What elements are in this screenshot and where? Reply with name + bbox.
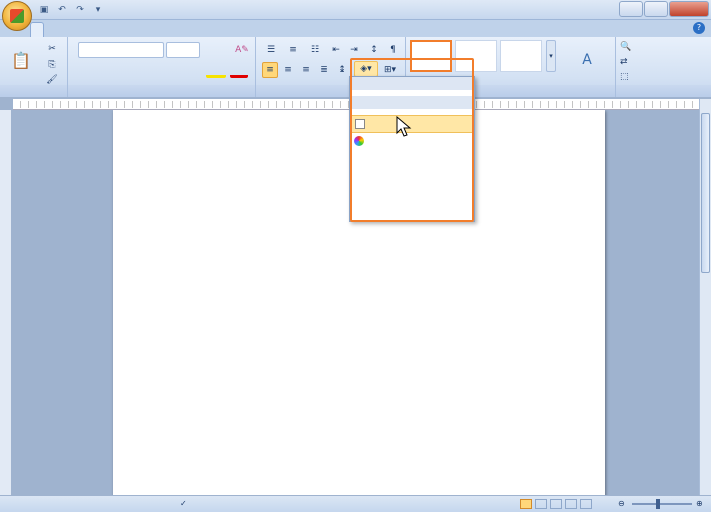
multilevel-list-icon[interactable]: ☷ (310, 45, 320, 55)
outline-icon[interactable] (565, 499, 577, 509)
style-heading[interactable] (500, 40, 542, 72)
line-spacing-icon[interactable]: ↨ (338, 65, 346, 75)
window-controls (619, 1, 709, 17)
undo-icon[interactable]: ↶ (58, 5, 66, 15)
decrease-indent-icon[interactable]: ⇤ (332, 45, 340, 55)
align-center-icon[interactable]: ≡ (284, 65, 292, 75)
office-logo-icon (10, 9, 24, 23)
spellcheck-icon[interactable]: ✓ (180, 499, 187, 508)
justify-icon[interactable]: ≣ (320, 65, 328, 75)
help-icon[interactable]: ? (693, 22, 705, 34)
zoom-slider-thumb[interactable] (656, 499, 660, 509)
save-icon[interactable]: ▣ (39, 5, 49, 15)
align-left-icon[interactable]: ≡ (262, 62, 278, 78)
grow-font-button[interactable] (204, 42, 218, 58)
copy-icon[interactable]: ⎘ (48, 60, 56, 70)
bullets-icon[interactable]: ☰ (266, 45, 276, 55)
shrink-font-button[interactable] (218, 42, 232, 58)
tab-view[interactable] (410, 22, 422, 37)
show-marks-icon[interactable]: ¶ (390, 45, 396, 55)
sort-icon[interactable]: ↕ (370, 45, 378, 55)
quick-access-toolbar (36, 3, 106, 17)
close-button[interactable] (669, 1, 709, 17)
underline-button[interactable] (108, 62, 124, 78)
tab-home[interactable] (30, 22, 44, 37)
borders-icon[interactable]: ⊞▾ (383, 65, 397, 75)
strikethrough-button[interactable] (128, 62, 148, 78)
superscript-button[interactable] (166, 62, 182, 78)
clipboard-group-label (0, 85, 67, 97)
find-icon: 🔍 (620, 42, 632, 52)
zoom-slider[interactable] (632, 503, 692, 505)
font-name-select[interactable] (78, 42, 164, 58)
zoom-in-icon[interactable]: ⊕ (696, 499, 703, 508)
scrollbar-thumb[interactable] (701, 113, 710, 273)
customize-qat-icon[interactable]: ▾ (95, 5, 101, 15)
change-styles-button[interactable] (562, 39, 612, 81)
styles-more-icon[interactable]: ▾ (546, 40, 556, 72)
web-layout-icon[interactable] (550, 499, 562, 509)
replace-button[interactable] (620, 54, 700, 70)
italic-button[interactable] (93, 62, 107, 78)
minimize-button[interactable] (619, 1, 643, 17)
vertical-scrollbar[interactable] (699, 99, 711, 495)
editing-group-label (616, 85, 711, 97)
draft-icon[interactable] (580, 499, 592, 509)
tab-page-layout[interactable] (134, 22, 146, 37)
font-group (68, 37, 256, 97)
clipboard-group (0, 37, 68, 97)
tab-references[interactable] (225, 22, 237, 37)
clear-formatting-icon[interactable]: A✎ (235, 45, 249, 55)
title-bar (0, 0, 711, 20)
bold-button[interactable] (78, 62, 92, 78)
select-icon: ⬚ (620, 72, 629, 82)
change-styles-icon: A (582, 52, 592, 68)
tab-mailings[interactable] (271, 22, 283, 37)
change-case-button[interactable] (184, 62, 202, 78)
status-bar (0, 495, 711, 512)
ribbon-tabs (0, 20, 711, 37)
shading-button[interactable]: ◈▾ (354, 61, 378, 77)
tab-insert[interactable] (84, 22, 96, 37)
align-right-icon[interactable]: ≡ (302, 65, 310, 75)
paste-button[interactable] (4, 39, 38, 81)
subscript-button[interactable] (150, 62, 166, 78)
format-painter-icon[interactable]: 🖌 (46, 75, 58, 85)
view-buttons (520, 499, 592, 509)
font-group-label (68, 85, 255, 97)
select-button[interactable] (620, 69, 700, 85)
find-button[interactable] (620, 39, 700, 55)
numbering-icon[interactable]: ≡ (289, 45, 297, 55)
increase-indent-icon[interactable]: ⇥ (350, 45, 358, 55)
zoom-out-icon[interactable]: ⊖ (618, 499, 625, 508)
paste-icon: 📋 (11, 50, 31, 70)
cut-icon[interactable]: ✂ (48, 44, 56, 54)
highlight-color-button[interactable] (206, 62, 226, 78)
full-screen-icon[interactable] (535, 499, 547, 509)
replace-icon: ⇄ (620, 57, 628, 67)
print-layout-icon[interactable] (520, 499, 532, 509)
tab-review[interactable] (326, 22, 338, 37)
font-color-button[interactable] (230, 62, 248, 78)
editing-group (616, 37, 711, 97)
shading-highlight-frame (350, 58, 474, 222)
vertical-ruler (0, 110, 12, 495)
font-size-select[interactable] (166, 42, 200, 58)
maximize-button[interactable] (644, 1, 668, 17)
redo-icon[interactable]: ↷ (76, 5, 84, 15)
mouse-pointer-icon (396, 116, 412, 138)
office-button[interactable] (2, 1, 32, 31)
